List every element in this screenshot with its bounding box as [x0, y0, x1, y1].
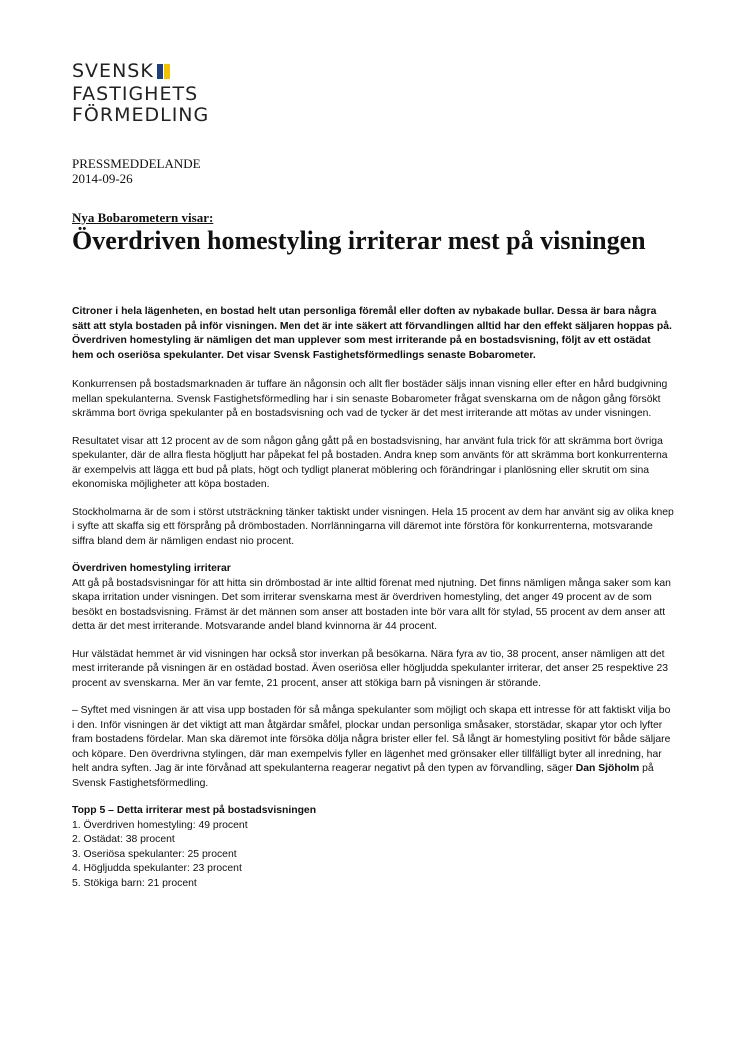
- company-logo: [72, 61, 209, 126]
- kicker: Nya Bobarometern visar:: [72, 210, 214, 225]
- headline: Överdriven homestyling irriterar mest på visningen: [72, 226, 646, 255]
- list-item: 4. Högljudda spekulanter: 23 procent: [72, 863, 242, 874]
- quote-text: – Syftet med visningen är att visa upp bostaden för så många spekulanter som möjligt och skapa ett intresse för att faktiskt vilja bo i den. Inför visningen är det viktigt att man åtgärdar småfel, plockar undan personliga småsaker, storstädar, skapar ytor och lyfter fram bostadens fördelar. Man ska däremot inte försöka dölja några brister eller fel. Så långt är homestyling positivt för både säljare och köpare. Den överdrivna stylingen, där man exempelvis fyller en lägenhet med grönsaker eller tillfälligt byter all inredning, har helt andra syften. Jag är inte förvånad att spekulanterna reagerar negativt på den typen av förvandling, säger: [72, 705, 671, 774]
- paragraph: Konkurrensen på bostadsmarknaden är tuffare än någonsin och allt fler bostäder säljs innan visning eller efter en hård budgivning mellan spekulanterna. Svensk Fastighetsförmedling har i sin senaste Bobarometer frågat svenskarna om de någon gång försökt skrämma bort övriga spekulanter på en bostadsvisning och vad de tycker är det mest irriterande att mötas av under visningen.: [72, 379, 668, 419]
- press-date: 2014-09-26: [72, 171, 133, 186]
- press-label: PRESSMEDDELANDE: [72, 156, 201, 171]
- top5-list: [72, 804, 674, 891]
- list-item: 5. Stökiga barn: 21 procent: [72, 877, 197, 889]
- list-item: 2. Ostädat: 38 procent: [72, 834, 175, 845]
- quote-tail: på Svensk Fastighetsförmedling.: [72, 763, 654, 789]
- section-block: [72, 562, 674, 635]
- lead-paragraph: Citroner i hela lägenheten, en bostad helt utan personliga föremål eller doften av nybakade bullar. Dessa är bara några sätt att styla bostaden på inför visningen. Men det är inte säkert att förvandlingen alltid har den effekt säljaren hoppas på. Överdriven homestyling är nämligen det man upplever som mest irriterande på en bostadsvisning, följt av ett ostädat hem och oseriösa spekulanter. Det visar Svensk Fastighetsförmedlings senaste Bobarometer.: [72, 306, 672, 361]
- quote-person: Dan Sjöholm: [575, 763, 640, 774]
- logo-line-1: SVENSK: [72, 60, 154, 82]
- top5-heading: Topp 5 – Detta irriterar mest på bostadsvisningen: [72, 805, 317, 816]
- quote-paragraph: [72, 704, 674, 791]
- list-item: 1. Överdriven homestyling: 49 procent: [72, 819, 248, 831]
- list-item: 3. Oseriösa spekulanter: 25 procent: [72, 848, 237, 860]
- press-header: [72, 156, 201, 186]
- swedish-flag-icon: [157, 63, 170, 84]
- paragraph: Resultatet visar att 12 procent av de som någon gång gått på en bostadsvisning, har använt fula trick för att skrämma bort övriga spekulanter, där de allra flesta högljutt har påpekat fel på bostaden. Andra knep som använts för att skrämma bort konkurrenterna är exempelvis att lägga ett bud på plats, högt och tydligt planerat möblering och förändringar i planlösning eller skrutit om sina ekonomiska möjligheter att köpa bostaden.: [72, 435, 668, 490]
- logo-line-3: FÖRMEDLING: [72, 104, 210, 126]
- article-body: [72, 305, 674, 891]
- logo-line-2: FASTIGHETS: [72, 83, 199, 105]
- section-heading: Överdriven homestyling irriterar: [72, 563, 231, 574]
- paragraph: Hur välstädat hemmet är vid visningen har också stor inverkan på besökarna. Nära fyra av tio, 38 procent, anser nämligen att det mest irriterande på visningen är en ostädad bostad. Även oseriösa eller högljudda spekulanter irriterar, det anser 25 respektive 23 procent av svenskarna. Mer än var femte, 21 procent, anser att stökiga barn på visningen är störande.: [72, 648, 669, 689]
- paragraph: Stockholmarna är de som i störst utsträckning tänker taktiskt under visningen. Hela 15 procent av dem har använt sig av olika knep i syfte att skaffa sig ett försprång på drömbostaden. Norrlänningarna vill däremot inte förstöra för konkurrenterna, motsvarande siffra bland dem är nämligen endast nio procent.: [72, 506, 674, 547]
- section-paragraph: Att gå på bostadsvisningar för att hitta sin drömbostad är inte alltid förenat med njutning. Det finns nämligen många saker som kan skapa irritation under visningen. Det som irriterar svenskarna mest är överdriven homestyling, det anger 49 procent av de som besökt en bostadsvisning. Främst är det männen som anser att bostaden inte bör vara allt för stylad, 55 procent av dem anser att detta är det mest irriterande. Motsvarande andel bland kvinnorna är 44 procent.: [72, 577, 671, 632]
